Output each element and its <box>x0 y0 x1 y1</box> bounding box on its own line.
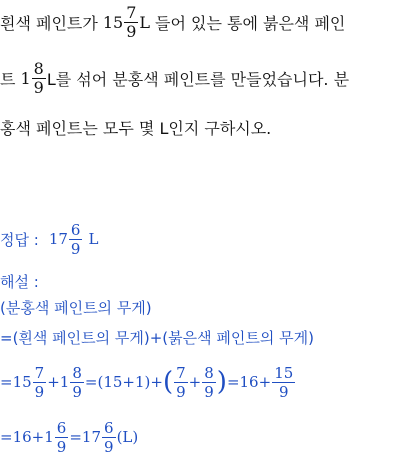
fraction-numerator: 8 <box>72 363 82 382</box>
final-fraction <box>102 419 116 456</box>
fraction-denominator: 9 <box>278 382 289 401</box>
fraction <box>202 364 216 401</box>
fraction-denominator: 9 <box>72 382 82 401</box>
explanation-label-line <box>0 270 39 292</box>
question-text: 트 <box>0 69 16 89</box>
mixed-number-whole: 15 <box>102 12 124 32</box>
equals-sign: = <box>0 428 13 446</box>
fraction-denominator: 9 <box>70 239 81 258</box>
equals-sign: = <box>226 373 240 391</box>
plus-sign: + <box>258 373 272 391</box>
answer-unit: L <box>88 230 99 248</box>
plus-sign: + <box>31 428 45 446</box>
explanation-line-1 <box>0 296 152 318</box>
fraction-denominator: 9 <box>56 437 67 456</box>
fraction-numerator: 6 <box>70 220 81 239</box>
fraction-denominator: 9 <box>34 382 45 401</box>
fraction-denominator: 9 <box>204 382 214 401</box>
question-line-1 <box>0 2 345 42</box>
fraction <box>174 364 188 401</box>
explanation-step-1 <box>0 360 296 404</box>
right-paren-icon: ) <box>216 367 227 397</box>
question-line-3 <box>0 116 271 138</box>
plus-sign: + <box>150 373 163 391</box>
fraction-denominator: 9 <box>176 382 186 401</box>
equals-sign: = <box>0 373 13 391</box>
fraction-numerator: 6 <box>104 418 114 437</box>
fraction-numerator: 8 <box>33 58 44 78</box>
number: 16 <box>12 428 32 446</box>
answer-whole: 17 <box>48 230 68 248</box>
equals-sign: = <box>69 428 82 446</box>
answer-fraction <box>69 221 83 258</box>
left-paren-icon: ( <box>162 367 174 397</box>
answer-line <box>0 219 98 259</box>
question-text: 흰색 페인트가 <box>0 13 98 33</box>
final-whole: 17 <box>81 428 102 446</box>
answer-label: 정답 : <box>0 230 39 249</box>
fraction-numerator: 7 <box>176 363 186 382</box>
explanation-step-2 <box>0 416 138 458</box>
plus-sign: + <box>188 373 202 391</box>
fraction-denominator: 9 <box>104 437 114 456</box>
result-whole: 16 <box>239 373 259 391</box>
plus-sign: + <box>47 373 60 391</box>
paren-sum: (15+1) <box>97 373 151 391</box>
fraction-numerator: 7 <box>126 2 137 22</box>
fraction <box>272 364 295 401</box>
mixed-number-whole: 1 <box>59 373 70 391</box>
mixed-number-whole: 15 <box>12 373 32 391</box>
fraction <box>55 419 69 456</box>
fraction-denominator: 9 <box>33 77 44 97</box>
mixed-number-whole: 1 <box>44 428 54 446</box>
fraction-numerator: 15 <box>274 363 294 382</box>
fraction <box>32 60 46 97</box>
explanation-label: 해설 : <box>0 272 39 291</box>
fraction <box>33 364 47 401</box>
equals-sign: = <box>84 373 98 391</box>
question-text: 홍색 페인트는 모두 몇 L인지 구하시오. <box>0 118 272 138</box>
question-text: 들어 있는 통에 붉은색 페인 <box>155 13 346 33</box>
mixed-number-whole: 1 <box>20 68 31 88</box>
fraction-denominator: 9 <box>126 21 137 41</box>
question-text: L를 섞어 분홍색 페인트를 만들었습니다. 분 <box>46 69 350 89</box>
explanation-text: =(흰색 페인트의 무게)+(붉은색 페인트의 무게) <box>0 328 314 347</box>
fraction <box>70 364 84 401</box>
question-line-2 <box>0 58 349 98</box>
explanation-text: (분홍색 페인트의 무게) <box>0 298 152 317</box>
fraction-numerator: 6 <box>56 418 67 437</box>
unit-label: L <box>139 12 150 32</box>
final-unit: (L) <box>116 428 139 446</box>
fraction-numerator: 7 <box>34 363 45 382</box>
fraction-numerator: 8 <box>204 363 214 382</box>
explanation-line-2 <box>0 326 314 348</box>
fraction <box>124 4 138 41</box>
